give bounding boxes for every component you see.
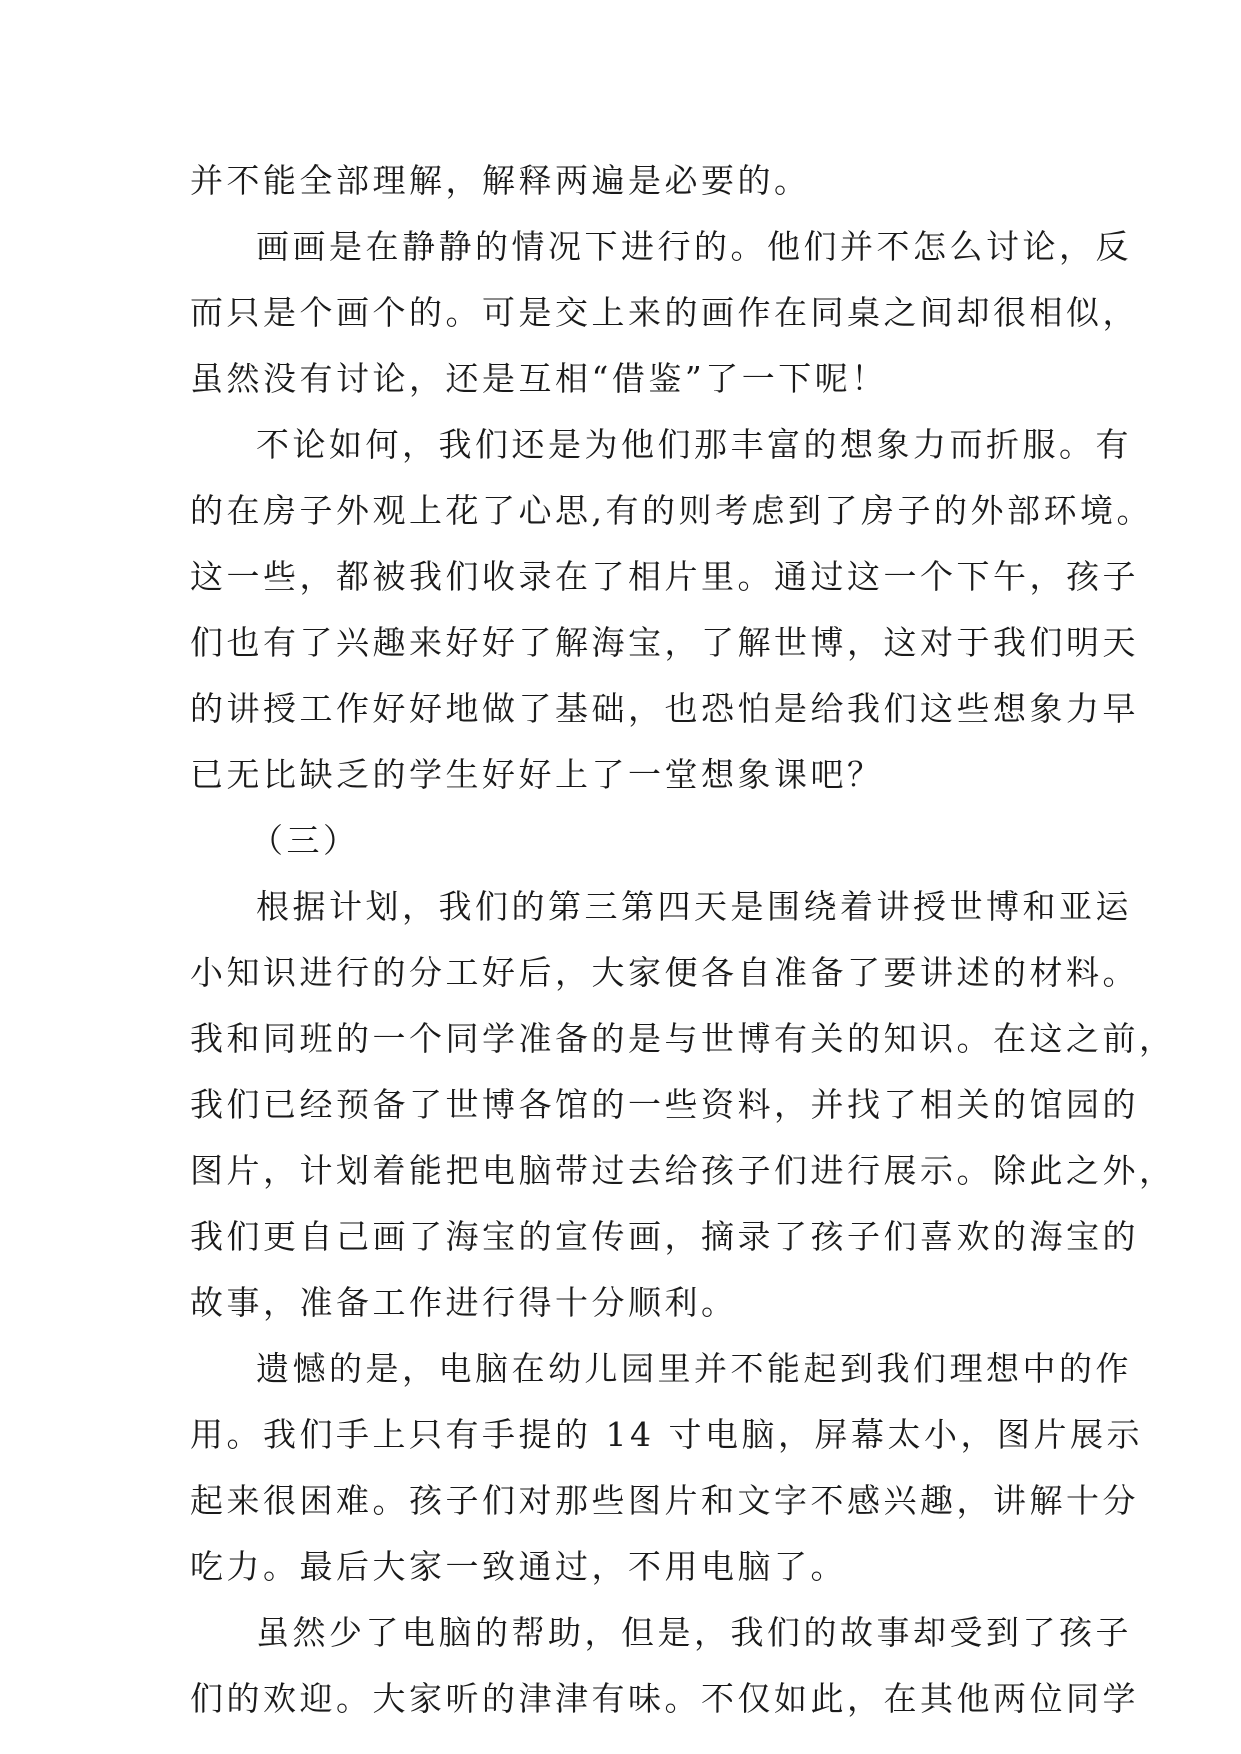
text-line: 的讲授工作好好地做了基础，也恐怕是给我们这些想象力早 [190,689,1139,728]
text-line: 遗憾的是，电脑在幼儿园里并不能起到我们理想中的作 [256,1349,1132,1388]
text-line: 根据计划，我们的第三第四天是围绕着讲授世博和亚运 [256,887,1132,926]
text-line: 我们更自己画了海宝的宣传画，摘录了孩子们喜欢的海宝的 [190,1217,1139,1256]
text-line: 吃力。最后大家一致通过，不用电脑了。 [190,1547,847,1586]
text-line: 起来很困难。孩子们对那些图片和文字不感兴趣，讲解十分 [190,1481,1139,1520]
text-line: 的在房子外观上花了心思,有的则考虑到了房子的外部环境。 [190,491,1153,530]
text-line: 画画是在静静的情况下进行的。他们并不怎么讨论，反 [256,227,1132,266]
text-line: 而只是个画个的。可是交上来的画作在同桌之间却很相似， [190,293,1139,332]
text-line: 已无比缺乏的学生好好上了一堂想象课吧？ [190,755,884,794]
text-line: 们的欢迎。大家听的津津有味。不仅如此，在其他两位同学 [190,1679,1139,1718]
section-heading: （三） [250,821,360,860]
text-line: 并不能全部理解，解释两遍是必要的。 [190,161,811,200]
text-line: 虽然少了电脑的帮助，但是，我们的故事却受到了孩子 [256,1613,1132,1652]
text-line: 不论如何，我们还是为他们那丰富的想象力而折服。有 [256,425,1132,464]
text-line: 图片，计划着能把电脑带过去给孩子们进行展示。除此之外， [190,1151,1176,1190]
text-line: 虽然没有讨论，还是互相“借鉴”了一下呢！ [190,359,888,398]
text-line: 故事，准备工作进行得十分顺利。 [190,1283,738,1322]
text-line: 小知识进行的分工好后，大家便各自准备了要讲述的材料。 [190,953,1139,992]
text-line: 们也有了兴趣来好好了解海宝，了解世博，这对于我们明天 [190,623,1139,662]
text-line: 这一些，都被我们收录在了相片里。通过这一个下午，孩子 [190,557,1139,596]
text-line: 我们已经预备了世博各馆的一些资料，并找了相关的馆园的 [190,1085,1139,1124]
body-text [190,148,1176,1732]
text-line: 我和同班的一个同学准备的是与世博有关的知识。在这之前， [190,1019,1176,1058]
text-line: 用。我们手上只有手提的 14 寸电脑，屏幕太小，图片展示 [190,1415,1143,1454]
